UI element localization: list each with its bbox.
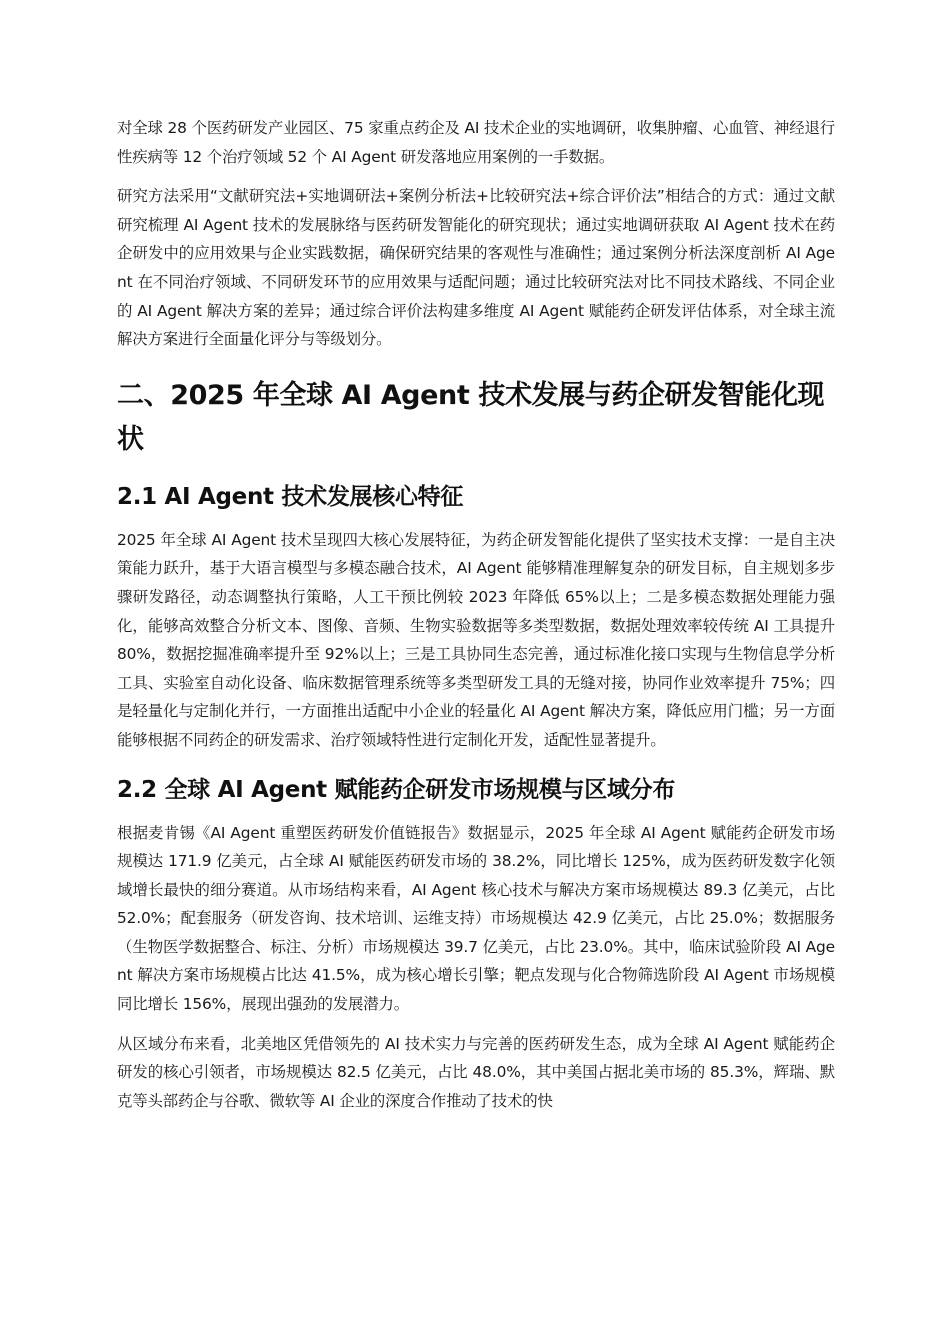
section-2-1-heading: 2.1 AI Agent 技术发展核心特征 — [117, 483, 464, 510]
document-page — [117, 114, 835, 1126]
section-2-heading: 二、2025 年全球 AI Agent 技术发展与药企研发智能化现状 — [117, 379, 825, 455]
section-2-1-paragraph: 2025 年全球 AI Agent 技术呈现四大核心发展特征，为药企研发智能化提供了坚实技术支撑：一是自主决策能力跃升，基于大语言模型与多模态融合技术，AI Agent 能够精准理解复杂的研发目标，自主规划多步骤研发路径，动态调整执行策略，人工干预比例较 2023 年降低 65%以上；二是多模态数据处理能力强化，能够高效整合分析文本、图像、音频、生物实验数据等多类型数据，数据处理效率较传统 AI 工具提升 80%，数据挖掘准确率提升至 92%以上；三是工具协同生态完善，通过标准化接口实现与生物信息学分析工具、实验室自动化设备、临床数据管理系统等多类型研发工具的无缝对接，协同作业效率提升 75%；四是轻量化与定制化并行，一方面推出适配中小企业的轻量化 AI Agent 解决方案，降低应用门槛；另一方面能够根据不同药企的研发需求、治疗领域特性进行定制化开发，适配性显著提升。 — [117, 530, 835, 749]
intro-paragraph-methods: 研究方法采用“文献研究法+实地调研法+案例分析法+比较研究法+综合评价法”相结合的方式：通过文献研究梳理 AI Agent 技术的发展脉络与医药研发智能化的研究现状；通过实地调研获取 AI Agent 技术在药企研发中的应用效果与企业实践数据，确保研究结果的客观性与准确性；通过案例分析法深度剖析 AI Agent 在不同治疗领域、不同研发环节的应用效果与适配问题；通过比较研究法对比不同技术路线、不同企业的 AI Agent 解决方案的差异；通过综合评价法构建多维度 AI Agent 赋能药企研发评估体系，对全球主流解决方案进行全面量化评分与等级划分。 — [117, 187, 835, 349]
section-2-2-paragraph-market: 根据麦肯锡《AI Agent 重塑医药研发价值链报告》数据显示，2025 年全球 AI Agent 赋能药企研发市场规模达 171.9 亿美元，占全球 AI 赋能医药研发市场的 38.2%，同比增长 125%，成为医药研发数字化领域增长最快的细分赛道。从市场结构来看，AI Agent 核心技术与解决方案市场规模达 89.3 亿美元，占比 52.0%；配套服务（研发咨询、技术培训、运维支持）市场规模达 42.9 亿美元，占比 25.0%；数据服务（生物医学数据整合、标注、分析）市场规模达 39.7 亿美元，占比 23.0%。其中，临床试验阶段 AI Agent 解决方案市场规模占比达 41.5%，成为核心增长引擎；靶点发现与化合物筛选阶段 AI Agent 市场规模同比增长 156%，展现出强劲的发展潜力。 — [117, 823, 835, 1014]
intro-paragraph-survey: 对全球 28 个医药研发产业园区、75 家重点药企及 AI 技术企业的实地调研，收集肿瘤、心血管、神经退行性疾病等 12 个治疗领域 52 个 AI Agent 研发落地应用案例的一手数据。 — [117, 119, 835, 166]
section-2-2-paragraph-regions: 从区域分布来看，北美地区凭借领先的 AI 技术实力与完善的医药研发生态，成为全球 AI Agent 赋能药企研发的核心引领者，市场规模达 82.5 亿美元，占比 48.0%，其中美国占据北美市场的 85.3%，辉瑞、默克等头部药企与谷歌、微软等 AI 企业的深度合作推动了技术的快 — [117, 1034, 835, 1110]
section-2-2-heading: 2.2 全球 AI Agent 赋能药企研发市场规模与区域分布 — [117, 776, 676, 803]
